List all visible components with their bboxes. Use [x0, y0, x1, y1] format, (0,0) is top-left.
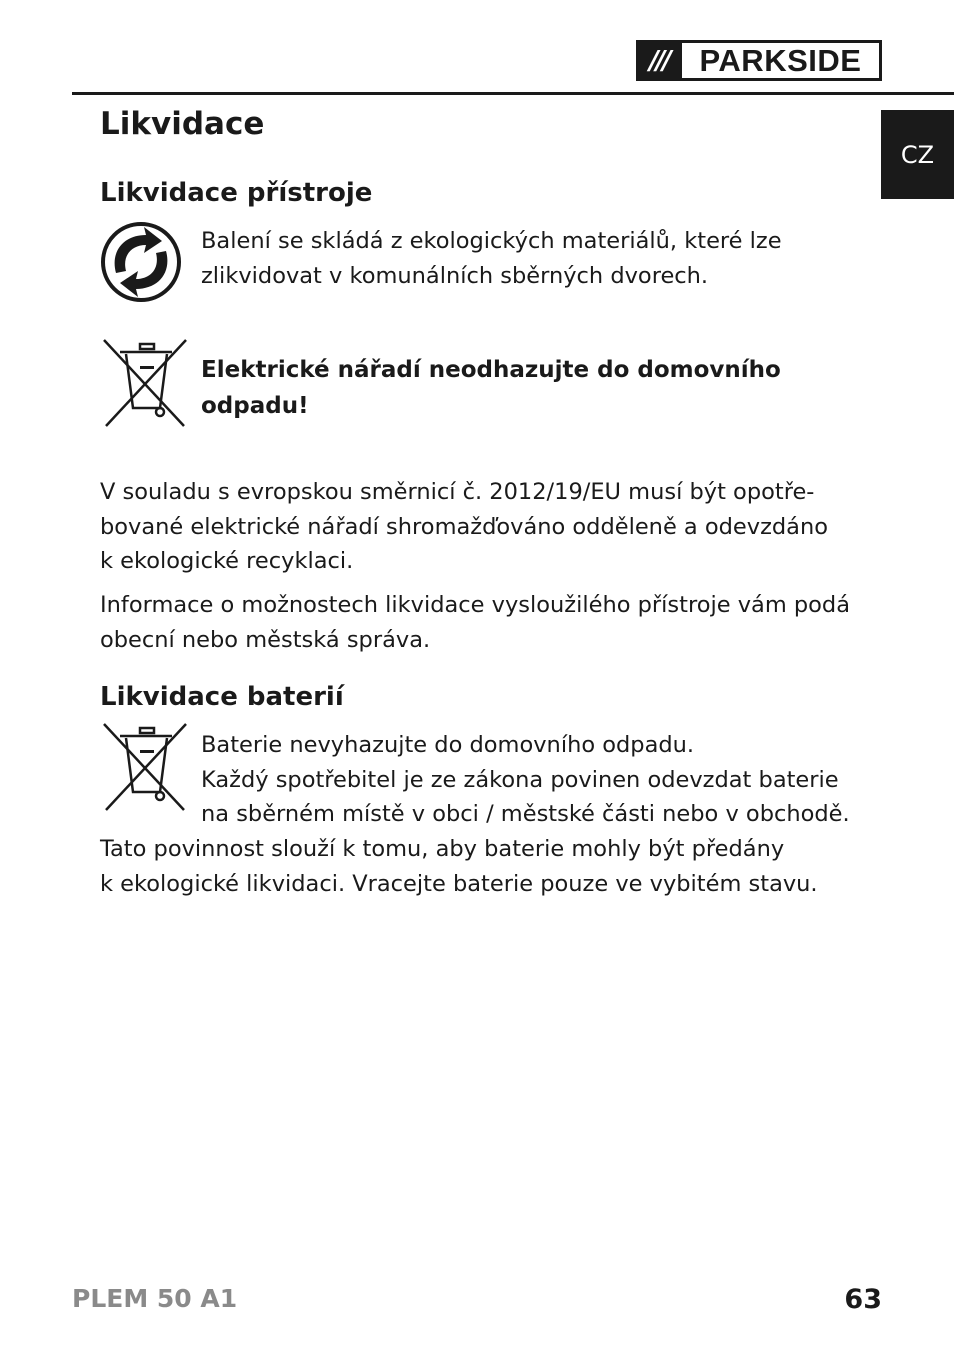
directive-text: V souladu s evropskou směrnicí č. 2012/19/EU musí být opotře- bované elektrické nářadí shromažďováno odděleně a odevzdáno k ekologické recyklaci. [100, 479, 828, 574]
crossed-bin-icon [100, 336, 190, 430]
parkside-logo [636, 40, 882, 81]
footer-model: PLEM 50 A1 [72, 1284, 238, 1313]
device-disposal-heading: Likvidace přístroje [100, 178, 373, 208]
electric-tools-warning: Elektrické nářadí neodhazujte do domovního odpadu! [201, 357, 781, 419]
packaging-text: Balení se skládá z ekologických materiálů, které lze zlikvidovat v komunálních sběrných dvorech. [201, 228, 782, 289]
green-dot-recycling-icon [100, 221, 182, 303]
battery-disposal-heading: Likvidace baterií [100, 682, 344, 712]
page-title: Likvidace [100, 106, 265, 142]
battery-text: Baterie nevyhazujte do domovního odpadu. Každý spotřebitel je ze zákona povinen odevzdat baterie na sběrném místě v obci / městské části nebo v obchodě. [201, 732, 850, 827]
battery-text-continued: Tato povinnost slouží k tomu, aby baterie mohly být předány k ekologické likvidaci. Vracejte baterie pouze ve vybitém stavu. [100, 836, 818, 897]
crossed-bin-icon [100, 720, 190, 814]
logo-wordmark: PARKSIDE [682, 43, 879, 78]
language-tab: CZ [881, 110, 954, 199]
disposal-info-text: Informace o možnostech likvidace vysloužilého přístroje vám podá obecní nebo městská správa. [100, 592, 851, 653]
page-number: 63 [844, 1284, 882, 1315]
header-rule [72, 92, 954, 95]
logo-slashes: /// [649, 45, 669, 76]
